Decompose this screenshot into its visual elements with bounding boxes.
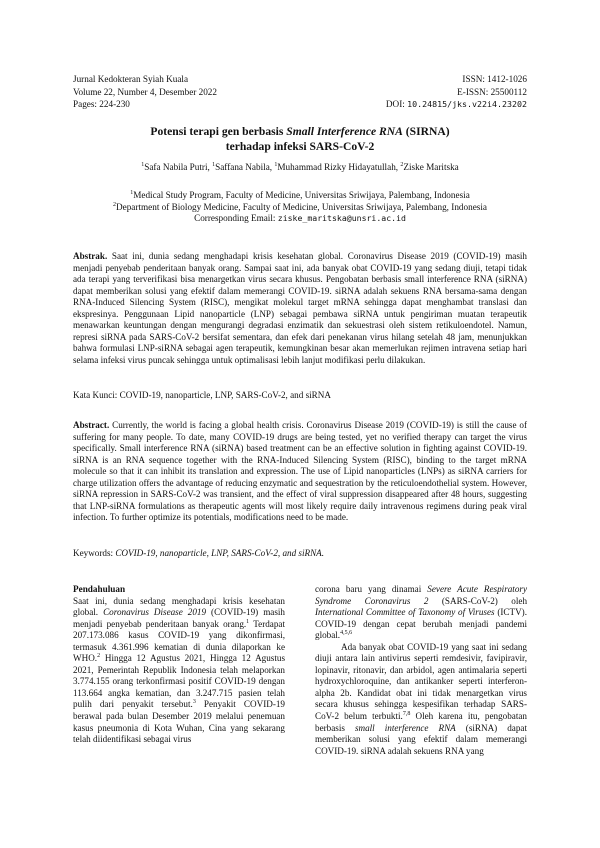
affiliation-2 (40, 202, 560, 214)
doi-link[interactable]: 10.24815/jks.v22i4.23202 (407, 99, 527, 109)
keywords (73, 548, 527, 560)
keywords-label: Keywords: (73, 548, 116, 558)
text-run: (siRNA) dapat memberikan solusi yang efektif dalam memerangi COVID-19. siRNA adalah sekuens RNA yang (315, 722, 527, 756)
affiliation-sup: 2 (113, 201, 116, 208)
journal-pages: Pages: 224-230 (73, 99, 130, 109)
text-run: Terdapat 207.173.086 kasus COVID-19 yang dikonfirmasi, termasuk 4.361.996 kematian di dunia dilaporkan ke WHO. (73, 618, 286, 664)
issn: ISSN: 1412-1026 (462, 74, 527, 84)
abstract-paragraph (73, 420, 527, 524)
journal-name: Jurnal Kedokteran Syiah Kuala (73, 74, 189, 84)
journal-volume: Volume 22, Number 4, Desember 2022 (73, 86, 217, 97)
email-label: Corresponding Email: (194, 213, 278, 223)
doi-label: DOI: (385, 99, 405, 109)
title-line-2: terhadap infeksi SARS-CoV-2 (225, 139, 375, 153)
citation-sup: 4,5,6 (340, 630, 353, 637)
email-link[interactable]: ziske_maritska@unsri.ac.id (277, 213, 406, 223)
citation-sup: 1 (246, 618, 250, 625)
author-sup: 2 (400, 161, 404, 168)
abstract-text: Currently, the world is facing a global health crisis. Coronavirus Disease 2019 (COVID-19) is still the cause of suffering for many people. To date, many COVID-19 drugs are being tested, yet no verified therapy can target the virus specifically. Small interference RNA (siRNA) based treatment can be an effective solution in fighting against COVID-19. siRNA is an RNA sequence together with the RNA-Induced Silencing System (RISC), binding to the target mRNA molecule so that it can inhibit its translation and expression. The use of Lipid nanoparticles (LNPs) as siRNA carriers for charge utilization offers the advantage of reducing enzymatic and sequestration by the reticuloendothelial system. However, siRNA repression in SARS-CoV-2 was transient, and the effect of viral suppression disappeared after 48 hours, suggesting that LNP-siRNA formulations as therapeutic agents will most likely require daily intravenous regimens during peak viral infection. To further optimize its potentials, modifications need to be made. (73, 420, 527, 523)
journal-info (73, 73, 217, 111)
author-sup: 1 (141, 161, 145, 168)
title-italic: Small Interference RNA (286, 125, 403, 138)
text-run: Penyakit COVID-19 berawal pada bulan Desember 2019 melalui penemuan kasus pneumonia di Kota Wuhan, Cina yang sekarang telah diidentifikasi sebagai virus (73, 699, 285, 745)
paper-title (60, 125, 540, 154)
text-run-italic: Severe Acute Respiratory Syndrome Coronavirus 2 (315, 584, 528, 606)
intro-paragraph-1 (73, 596, 285, 746)
title-part-1: Potensi terapi gen berbasis (150, 125, 287, 138)
affiliation-text: Department of Biology Medicine, Faculty of Medicine, Universitas Sriwijaya, Palembang, Indonesia (116, 201, 487, 212)
text-run-italic: Coronavirus Disease 2019 (103, 607, 207, 618)
citation-sup: 2 (97, 653, 101, 660)
text-run: Saat ini, dunia sedang menghadapi krisis kesehatan global. (73, 595, 285, 618)
author-sup: 1 (274, 161, 278, 168)
author-sup: 1 (212, 161, 216, 168)
citation-sup: 7,8 (402, 710, 411, 717)
text-run: Ada banyak obat COVID-19 yang saat ini sedang diuji antara lain antivirus seperti remdesivir, favipiravir, lopinavir, ritonavir, dan arbidol, agen antimalaria seperti hydroxychloroquine, dan antikanker seperti interferon-alpha 2b. Kandidat obat ini tidak menargetkan virus secara khusus sehingga kespesifikan terhadap SARS-CoV-2 belum terbukti. (315, 641, 527, 722)
text-run: corona baru yang dinamai (315, 584, 428, 594)
text-run: Hingga 12 Agustus 2021, Hingga 12 Agustus 2021, Pemerintah Republik Indonesia telah melaporkan 3.774.155 orang terkonfirmasi positif COVID-19 dengan 113.664 angka kematian, dan 3.247.715 pasien telah pulih dari penyakit tersebut. (73, 653, 285, 710)
intro-paragraph-2 (315, 642, 527, 757)
corresponding-email (40, 213, 560, 225)
abstract-label: Abstract. (73, 420, 110, 430)
issn-info (386, 73, 527, 111)
abstrak-label: Abstrak. (73, 251, 108, 261)
section-heading: Pendahuluan (73, 584, 126, 594)
affiliation-sup: 1 (130, 189, 134, 196)
kata-kunci: Kata Kunci: COVID-19, nanoparticle, LNP, SARS-CoV-2, and siRNA (73, 390, 331, 400)
doi-line (386, 98, 527, 111)
title-part-3: (SIRNA) (402, 125, 450, 138)
text-run: (COVID-19) masih menjadi penyebab penderitaan banyak orang. (73, 607, 285, 629)
intro-right-column (315, 584, 527, 757)
author-name: Safa Nabila Putri, (144, 162, 213, 172)
affiliation-1 (40, 190, 560, 202)
text-run: (SARS-CoV-2) oleh (428, 595, 528, 606)
keywords-text: COVID-19, nanoparticle, LNP, SARS-CoV-2, and siRNA. (115, 548, 325, 558)
text-run-italic: small interference RNA (354, 722, 456, 733)
affiliation-text: Medical Study Program, Faculty of Medicine, Universitas Sriwijaya, Palembang, Indonesia (133, 190, 470, 200)
text-run-italic: International Committee of Taxonomy of Viruses (315, 607, 495, 618)
intro-paragraph-1-cont (315, 584, 527, 642)
eissn: E-ISSN: 25500112 (457, 86, 527, 97)
abstrak-paragraph (73, 251, 527, 366)
author-list (40, 162, 560, 172)
text-run: Oleh karena itu, pengobatan berbasis (315, 711, 527, 733)
author-name: Muhammad Rizky Hidayatullah, (277, 162, 401, 172)
text-run: (ICTV). COVID-19 dengan cepat berubah menjadi pandemi global. (315, 607, 527, 641)
author-name: Saffana Nabila, (215, 162, 275, 172)
intro-left-column (73, 584, 285, 746)
citation-sup: 3 (192, 699, 196, 706)
author-name: Ziske Maritska (403, 162, 459, 172)
affiliations (40, 190, 560, 225)
abstrak-text: Saat ini, dunia sedang menghadapi krisis kesehatan global. Coronavirus Disease 2019 (COVID-19) masih menjadi penyebab penderitaan banyak orang. Sampai saat ini, ada banyak obat COVID-19 yang sedang diuji, tetapi tidak ada terapi yang terverifikasi bisa menargetkan virus secara khusus. Pengobatan berbasis small interference RNA (siRNA) dapat memberikan solusi yang efektif dalam memerangi COVID-19. siRNA adalah sekuens RNA bersama-sama dengan RNA-Induced Silencing System (RISC), mengikat molekul target mRNA sehingga dapat menghambat translasi dan ekspresinya. Penggunaan Lipid nanoparticle (LNP) sebagai pembawa siRNA untuk pengiriman muatan terapeutik menawarkan keuntungan dengan mengurangi degradasi enzimatik dan sekuestrasi oleh sistem retikuloendotel. Namun, represi siRNA pada SARS-CoV-2 bersifat sementara, dan efek dari penekanan virus hilang setelah 48 jam, menunjukkan bahwa formulasi LNP-siRNA sebagai agen terapeutik, kemungkinan besar akan memerlukan rejimen intravena setiap hari selama infeksi virus puncak sehingga untuk optimalisasi lebih lanjut modifikasi perlu dilakukan. (73, 251, 527, 365)
